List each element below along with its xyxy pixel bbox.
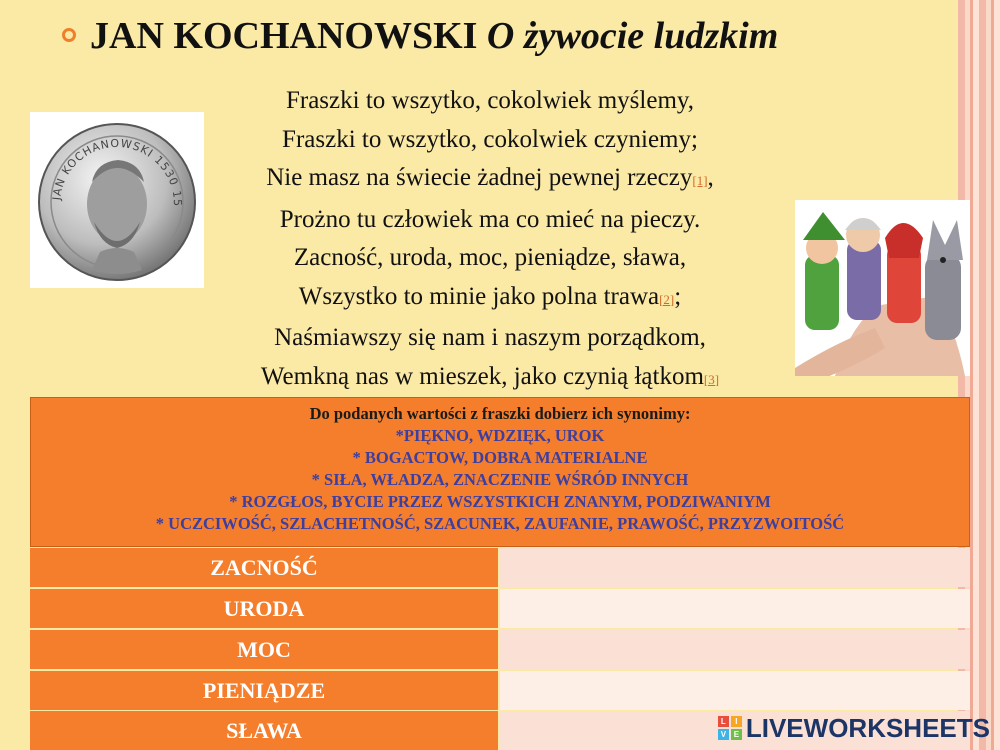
answer-field-moc[interactable] bbox=[500, 630, 970, 669]
coin-icon bbox=[30, 112, 204, 288]
answer-row-pieniadze bbox=[30, 671, 970, 710]
coin-legend: JAN KOCHANOWSKI 1530 15 bbox=[50, 136, 185, 208]
row-label: SŁAWA bbox=[30, 711, 498, 750]
task-instructions bbox=[30, 397, 970, 547]
synonym-line: * SIŁA, WŁADZA, ZNACZENIE WŚRÓD INNYCH bbox=[311, 470, 689, 489]
poem bbox=[200, 82, 780, 399]
poem-line bbox=[200, 358, 780, 400]
answer-field-zacnosc[interactable] bbox=[500, 548, 970, 587]
task-heading: Do podanych wartości z fraszki dobierz ich synonimy: bbox=[309, 404, 691, 423]
row-label: PIENIĄDZE bbox=[30, 671, 498, 710]
finger-puppets-image bbox=[795, 200, 970, 376]
row-label: ZACNOŚĆ bbox=[30, 548, 498, 587]
logo-icon bbox=[718, 716, 742, 740]
poem-punctuation: , bbox=[707, 164, 714, 191]
poem-line-text: Wszystko to minie jako polna trawa bbox=[298, 282, 660, 310]
footnote-link[interactable]: [1] bbox=[692, 173, 708, 188]
poem-line: Fraszki to wszytko, cokolwiek czyniemy; bbox=[282, 125, 698, 153]
poem-line: Prożno tu człowiek ma co mieć na pieczy. bbox=[279, 205, 701, 233]
answer-field-uroda[interactable] bbox=[500, 589, 970, 628]
kochanowski-coin-image bbox=[30, 112, 204, 288]
liveworksheets-logo bbox=[718, 712, 990, 744]
title-author: JAN KOCHANOWSKI bbox=[90, 15, 478, 57]
logo-letter: I bbox=[731, 716, 742, 727]
poem-line-text: Nie masz na świecie żadnej pewnej rzeczy bbox=[266, 164, 693, 191]
poem-line bbox=[200, 278, 780, 320]
logo-letter: V bbox=[718, 729, 729, 740]
answer-field-pieniadze[interactable] bbox=[500, 671, 970, 710]
answer-row-moc bbox=[30, 630, 970, 669]
bullet-icon bbox=[62, 28, 76, 42]
logo-letter: L bbox=[718, 716, 729, 727]
poem-line bbox=[200, 159, 780, 201]
slide-title bbox=[90, 14, 778, 58]
poem-line: Naśmiawszy się nam i naszym porządkom, bbox=[274, 324, 706, 351]
poem-line: Fraszki to wszytko, cokolwiek myślemy, bbox=[285, 87, 695, 114]
poem-punctuation: ; bbox=[674, 282, 682, 310]
poem-line-text: Wemkną nas w mieszek, jako czynią łątkom bbox=[260, 362, 704, 390]
logo-text: LIVEWORKSHEETS bbox=[745, 712, 990, 743]
footnote-link[interactable]: [2] bbox=[659, 291, 675, 307]
row-label: URODA bbox=[30, 589, 498, 628]
synonym-line: * UCZCIWOŚĆ, SZLACHETNOŚĆ, SZACUNEK, ZAUFANIE, PRAWOŚĆ, PRZYZWOITOŚĆ bbox=[155, 514, 845, 533]
synonym-line: * ROZGŁOS, BYCIE PRZEZ WSZYSTKICH ZNANYM, PODZIWANIYM bbox=[229, 492, 771, 511]
footnote-link[interactable]: [3] bbox=[703, 371, 720, 387]
answer-row-uroda bbox=[30, 589, 970, 628]
row-label: MOC bbox=[30, 630, 498, 669]
synonym-line: *PIĘKNO, WDZIĘK, UROK bbox=[395, 426, 605, 445]
poem-line: Zacność, uroda, moc, pieniądze, sława, bbox=[293, 244, 687, 271]
logo-letter: E bbox=[731, 729, 742, 740]
synonym-line: * BOGACTOW, DOBRA MATERIALNE bbox=[352, 448, 648, 467]
answer-row-zacnosc bbox=[30, 548, 970, 587]
title-poem: O żywocie ludzkim bbox=[486, 15, 779, 57]
puppets-icon bbox=[795, 200, 970, 376]
